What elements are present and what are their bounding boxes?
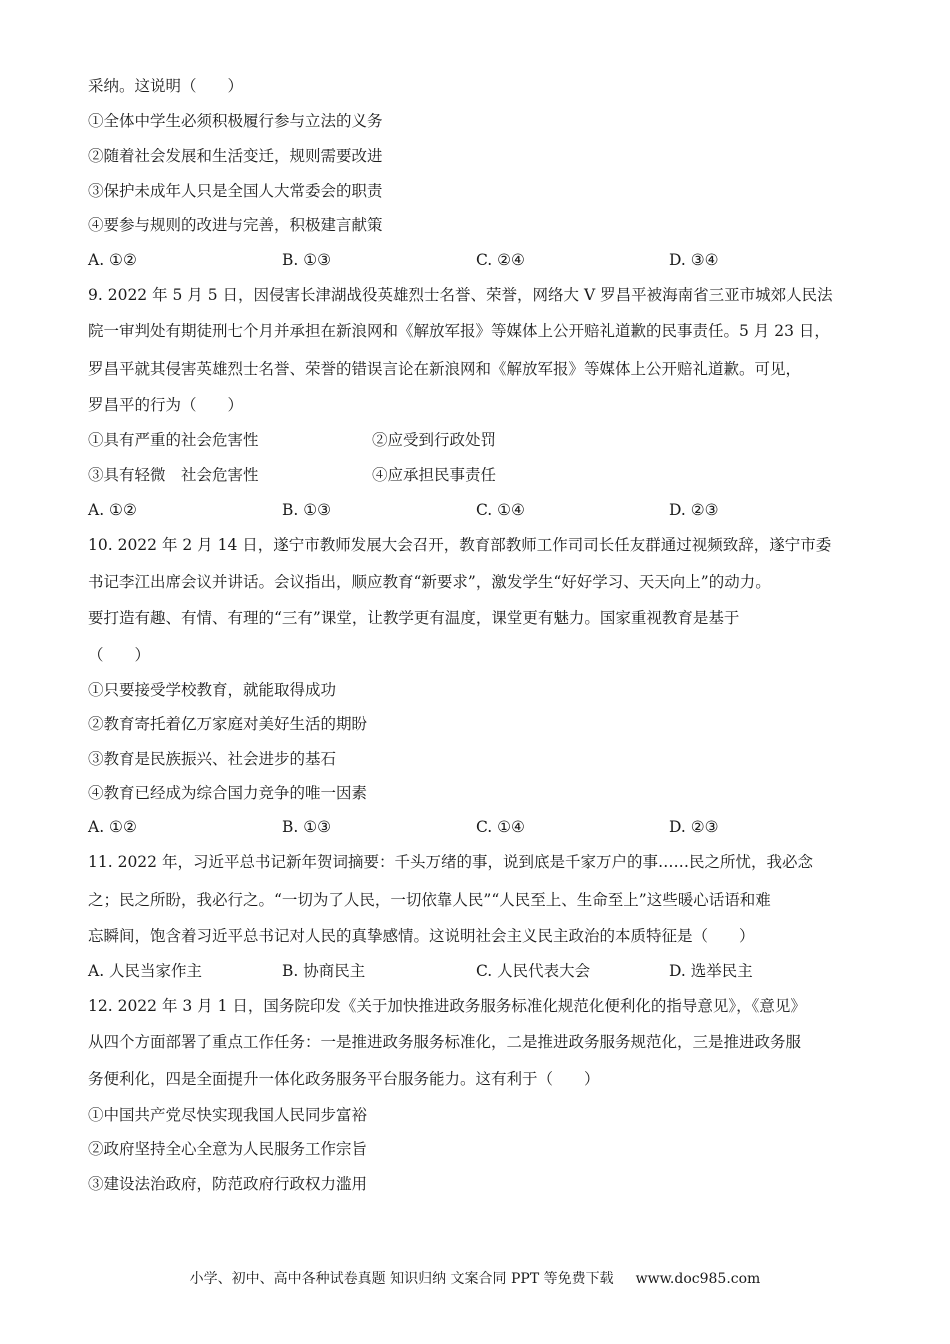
q10-stem-line-4: （ ） (88, 646, 151, 664)
q10-option-b: B. ①③ (282, 818, 332, 836)
q11-option-d: D. 选举民主 (669, 962, 753, 980)
q9-stem-line-4: 罗昌平的行为（ ） (88, 396, 244, 414)
q10-item-2: ②教育寄托着亿万家庭对美好生活的期盼 (88, 715, 368, 733)
q10-option-a: A. ①② (88, 818, 137, 836)
q10-option-d: D. ②③ (669, 818, 719, 836)
q9-stem-line-2: 院一审判处有期徒刑七个月并承担在新浪网和《解放军报》等媒体上公开赔礼道歉的民事责任。5 月 23 日， (88, 322, 830, 340)
q8-item-3: ③保护未成年人只是全国人大常委会的职责 (88, 182, 383, 200)
q10-item-4: ④教育已经成为综合国力竞争的唯一因素 (88, 784, 368, 802)
q11-option-c: C. 人民代表大会 (476, 962, 591, 980)
q8-option-d: D. ③④ (669, 251, 719, 269)
q10-item-1: ①只要接受学校教育，就能取得成功 (88, 681, 337, 699)
footer-text: 小学、初中、高中各种试卷真题 知识归纳 文案合同 PPT 等免费下载 (189, 1271, 614, 1287)
q8-item-4: ④要参与规则的改进与完善，积极建言献策 (88, 216, 383, 234)
q10-option-c: C. ①④ (476, 818, 525, 836)
q10-stem-line-3: 要打造有趣、有情、有理的“三有”课堂，让教学更有温度，课堂更有魅力。国家重视教育是基于 (88, 609, 740, 627)
q8-option-c: C. ②④ (476, 251, 525, 269)
q11-stem-line-2: 之；民之所盼，我必行之。“一切为了人民，一切依靠人民”“人民至上、生命至上”这些暖心话语和难 (88, 891, 771, 909)
q11-stem-line-3: 忘瞬间，饱含着习近平总书记对人民的真挚感情。这说明社会主义民主政治的本质特征是（ ） (88, 927, 755, 945)
q9-item-4: ④应承担民事责任 (372, 466, 497, 484)
q9-option-d: D. ②③ (669, 501, 719, 519)
q9-option-a: A. ①② (88, 501, 137, 519)
q8-item-1: ①全体中学生必须积极履行参与立法的义务 (88, 112, 383, 130)
q11-stem-line-1: 11. 2022 年，习近平总书记新年贺词摘要：千头万绪的事，说到底是千家万户的事……民之所忧，我必念 (88, 853, 813, 871)
q10-stem-line-1: 10. 2022 年 2 月 14 日，遂宁市教师发展大会召开，教育部教师工作司司长任友群通过视频致辞，遂宁市委 (88, 536, 832, 554)
q9-item-1: ①具有严重的社会危害性 (88, 431, 259, 449)
q10-stem-line-2: 书记李江出席会议并讲话。会议指出，顺应教育“新要求”，激发学生“好好学习、天天向上”的动力。 (88, 573, 771, 591)
q12-item-1: ①中国共产党尽快实现我国人民同步富裕 (88, 1106, 368, 1124)
q12-stem-line-2: 从四个方面部署了重点工作任务：一是推进政务服务标准化，二是推进政务服务规范化，三是推进政务服 (88, 1033, 802, 1051)
q12-stem-line-1: 12. 2022 年 3 月 1 日，国务院印发《关于加快推进政务服务标准化规范化便利化的指导意见》，《意见》 (88, 997, 806, 1015)
q9-item-2: ②应受到行政处罚 (372, 431, 497, 449)
q10-item-3: ③教育是民族振兴、社会进步的基石 (88, 750, 337, 768)
q9-option-b: B. ①③ (282, 501, 332, 519)
q9-stem-line-1: 9. 2022 年 5 月 5 日，因侵害长津湖战役英雄烈士名誉、荣誉，网络大 V 罗昌平被海南省三亚市城郊人民法 (88, 286, 833, 304)
page-footer (0, 1270, 950, 1288)
footer-url[interactable]: www.doc985.com (635, 1271, 761, 1287)
q9-stem-line-3: 罗昌平就其侵害英雄烈士名誉、荣誉的错误言论在新浪网和《解放军报》等媒体上公开赔礼道歉。可见， (88, 360, 802, 378)
q11-option-a: A. 人民当家作主 (88, 962, 203, 980)
q12-stem-line-3: 务便利化，四是全面提升一体化政务服务平台服务能力。这有利于（ ） (88, 1070, 600, 1088)
q9-option-c: C. ①④ (476, 501, 525, 519)
q8-item-2: ②随着社会发展和生活变迁，规则需要改进 (88, 147, 383, 165)
q8-option-b: B. ①③ (282, 251, 332, 269)
q12-item-2: ②政府坚持全心全意为人民服务工作宗旨 (88, 1140, 368, 1158)
q11-option-b: B. 协商民主 (282, 962, 366, 980)
q12-item-3: ③建设法治政府，防范政府行政权力滥用 (88, 1175, 368, 1193)
q8-option-a: A. ①② (88, 251, 137, 269)
q9-item-3: ③具有轻微 社会危害性 (88, 466, 259, 484)
q8-stem-tail: 采纳。这说明（ ） (88, 77, 244, 95)
